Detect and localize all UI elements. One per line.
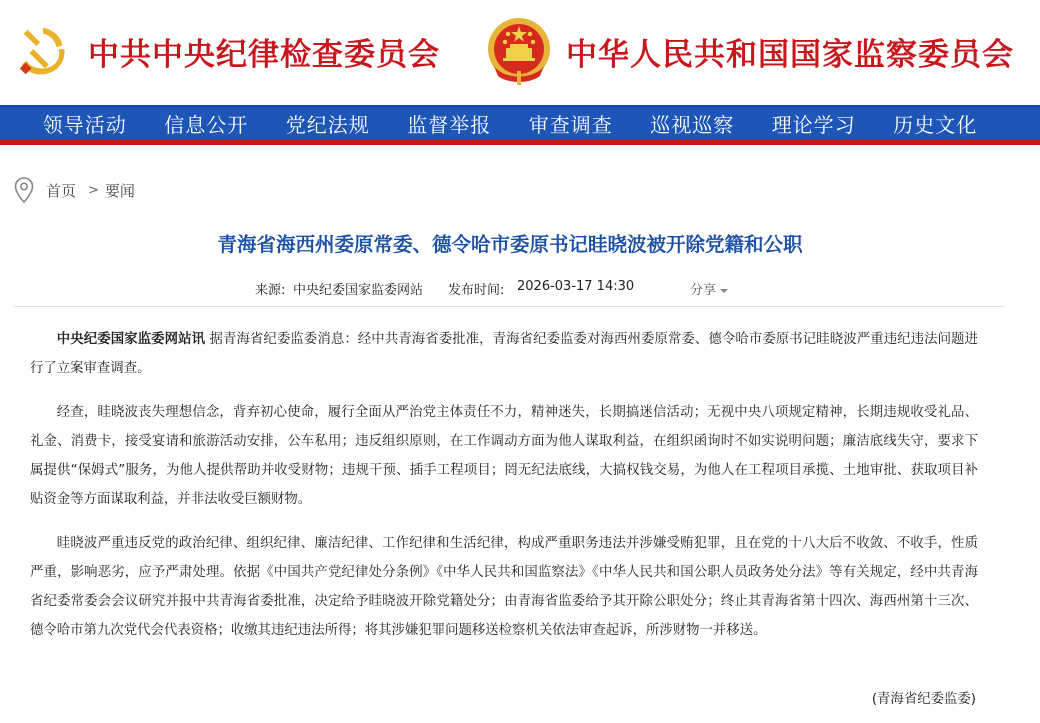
source-value: 中央纪委国家监委网站 bbox=[293, 283, 424, 298]
party-emblem-icon bbox=[14, 20, 76, 82]
breadcrumb bbox=[14, 176, 135, 204]
breadcrumb-current[interactable]: 要闻 bbox=[104, 181, 135, 200]
nav-item-theory[interactable]: 理论学习 bbox=[771, 113, 856, 137]
nav-item-disclosure[interactable]: 信息公开 bbox=[164, 113, 249, 137]
nav-item-report[interactable]: 监督举报 bbox=[407, 113, 492, 137]
caret-down-icon bbox=[720, 289, 728, 293]
breadcrumb-home-link[interactable]: 首页 bbox=[46, 181, 77, 200]
breadcrumb-separator: > bbox=[88, 182, 99, 198]
article-paragraph-3: 眭晓波严重违反党的政治纪律、组织纪律、廉洁纪律、工作纪律和生活纪律，构成严重职务违法并涉嫌受贿犯罪，且在党的十八大后不收敛、不收手，性质严重，影响恶劣，应予严肃处理。依据《中国共产党纪律处分条例》《中华人民共和国监察法》《中华人民共和国公职人员政务处分法》等有关规定，经中共青海省纪委常委会会议研究并报中共青海省委批准，决定给予眭晓波开除党籍处分；由青海省监委给予其开除公职处分；终止其青海省第十四次、海西州第十三次、德令哈市第九次党代会代表资格；收缴其违纪违法所得；将其涉嫌犯罪问题移送检察机关依法审查起诉，所涉财物一并移送。 bbox=[30, 536, 978, 638]
source-label: 来源: bbox=[255, 283, 286, 298]
location-pin-icon bbox=[14, 177, 34, 203]
share-dropdown[interactable] bbox=[690, 279, 728, 298]
meta-divider bbox=[14, 306, 1004, 307]
site-header bbox=[0, 0, 1040, 105]
nav-item-leadership[interactable]: 领导活动 bbox=[42, 113, 127, 137]
article-paragraph-1-text: 据青海省纪委监委消息：经中共青海省委批准，青海省纪委监委对海西州委原常委、德令哈市委原书记眭晓波严重违纪违法问题进行了立案审查调查。 bbox=[30, 332, 978, 376]
nav-item-investigation[interactable]: 审查调查 bbox=[528, 113, 613, 137]
publish-time-label: 发布时间: bbox=[448, 283, 505, 298]
main-nav bbox=[0, 105, 1040, 145]
share-label: 分享 bbox=[690, 283, 717, 298]
publish-time-value: 2026-03-17 14:30 bbox=[517, 279, 635, 294]
nsc-brand[interactable] bbox=[486, 14, 1014, 88]
nav-item-regulations[interactable]: 党纪法规 bbox=[285, 113, 370, 137]
nsc-title: 中华人民共和国国家监察委员会 bbox=[566, 36, 1014, 73]
article-signature: (青海省纪委监委) bbox=[871, 692, 976, 707]
article-body bbox=[30, 325, 978, 660]
national-emblem-icon bbox=[486, 16, 552, 86]
nav-item-inspection[interactable]: 巡视巡察 bbox=[650, 113, 735, 137]
nav-item-history[interactable]: 历史文化 bbox=[893, 113, 978, 137]
ccdi-brand[interactable] bbox=[14, 16, 440, 86]
article-lead: 中央纪委国家监委网站讯 bbox=[56, 332, 206, 347]
article-paragraph-2: 经查，眭晓波丧失理想信念，背弃初心使命，履行全面从严治党主体责任不力，精神迷失，长期搞迷信活动；无视中央八项规定精神，长期违规收受礼品、礼金、消费卡，接受宴请和旅游活动安排，公车私用；违反组织原则，在工作调动方面为他人谋取利益，在组织函询时不如实说明问题；廉洁底线失守，要求下属提供“保姆式”服务，为他人提供帮助并收受财物；违规干预、插手工程项目；罔无纪法底线，大搞权钱交易，为他人在工程项目承揽、土地审批、获取项目补贴资金等方面谋取利益，并非法收受巨额财物。 bbox=[30, 405, 978, 507]
article-paragraph-1 bbox=[30, 325, 978, 383]
ccdi-title: 中共中央纪律检查委员会 bbox=[88, 36, 440, 73]
article-meta bbox=[0, 279, 1020, 299]
article-title: 青海省海西州委原常委、德令哈市委原书记眭晓波被开除党籍和公职 bbox=[217, 233, 803, 256]
